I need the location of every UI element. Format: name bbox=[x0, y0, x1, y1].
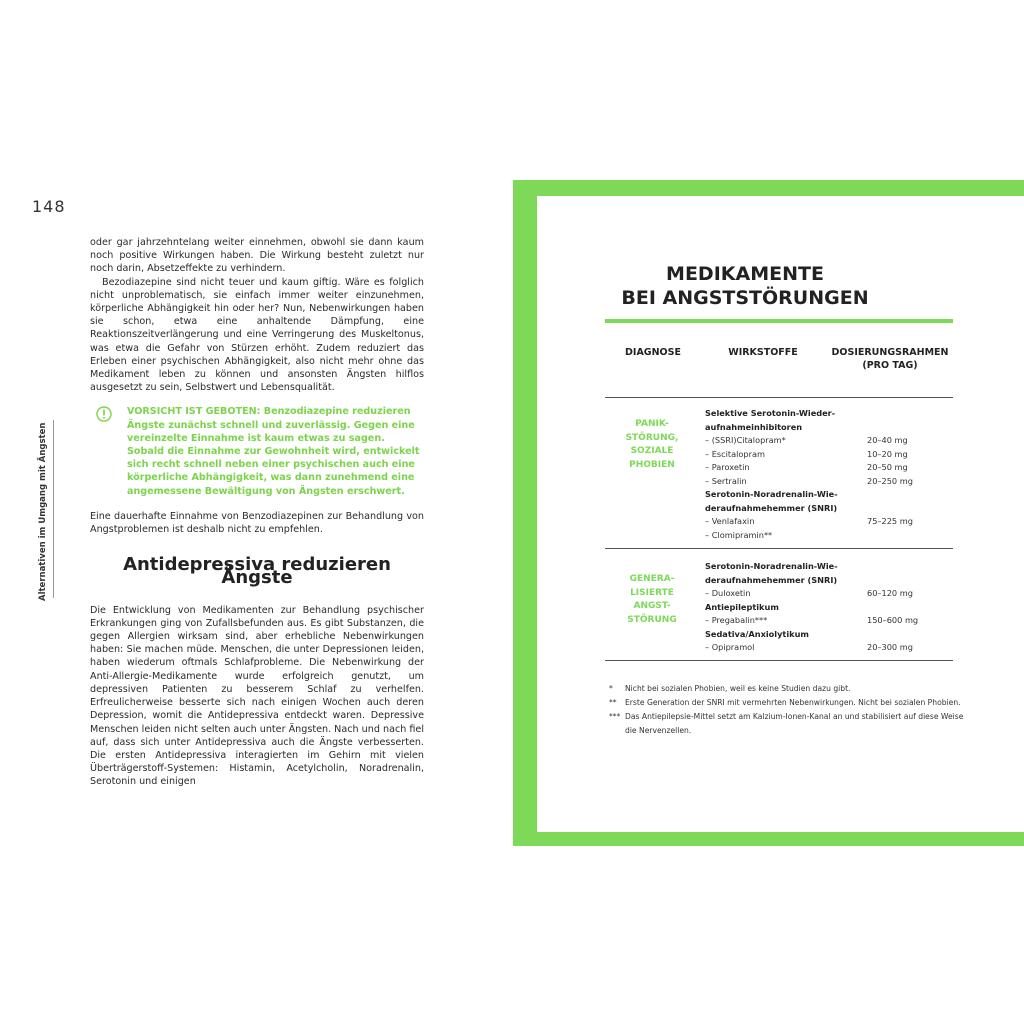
drug-name: – Opipramol bbox=[705, 642, 755, 652]
title-underline bbox=[605, 319, 953, 323]
header-dosis-line: DOSIERUNGSRAHMEN bbox=[831, 347, 949, 358]
table-rule bbox=[605, 548, 953, 549]
drug-class: Antiepileptikum bbox=[705, 601, 779, 612]
drug-class: deraufnahmehemmer (SNRI) bbox=[705, 502, 838, 513]
running-head-rule bbox=[53, 420, 54, 598]
page-number: 148 bbox=[32, 197, 66, 216]
paragraph: Bezodiazepine sind nicht teuer und kaum giftig. Wäre es folglich nicht unproblematisch, sie einfach immer weiter einzunehmen, körperliche Abhängigkeit hin oder her? Nun, Nebenwirkungen haben sie schon, etwa eine anhaltende Dämpfung, eine Reaktionszeitverlängerung und eine Verringerung des Muskeltonus, was etwa die Gefahr von Stürzen erhöht. Zudem reduziert das Erleben einer psychischen Abhängigkeit, also nicht mehr ohne das Medikament leben zu können und ansonsten Ängsten hilflos ausgesetzt zu sein, Selbstwert und Lebensqualität. bbox=[90, 276, 424, 394]
drug-name: – Sertralin bbox=[705, 475, 747, 486]
drug-name: – Escitalopram bbox=[705, 448, 765, 459]
text-column bbox=[90, 236, 424, 789]
diagnosis-line: SOZIALE bbox=[630, 446, 674, 456]
paragraph: Eine dauerhafte Einnahme von Benzodiazepinen zur Behandlung von Angstproblemen ist deshalb nicht zu empfehlen. bbox=[90, 510, 424, 536]
diagnosis-line: LISIERTE bbox=[630, 587, 674, 598]
drug-name: – Duloxetin bbox=[705, 588, 751, 598]
footnote-text: die Nervenzellen. bbox=[625, 726, 692, 735]
dose-range: 20–50 mg bbox=[867, 462, 908, 472]
dose-range: 150–600 mg bbox=[867, 615, 919, 625]
footnote-mark: * bbox=[609, 684, 613, 693]
drug-class: Serotonin-Noradrenalin-Wie- bbox=[705, 489, 838, 499]
dose-range: 10–20 mg bbox=[867, 448, 908, 459]
drug-class: Selektive Serotonin-Wieder- bbox=[705, 408, 836, 418]
drug-class: Serotonin-Noradrenalin-Wie- bbox=[705, 561, 838, 571]
header-dosis-line: (PRO TAG) bbox=[862, 360, 918, 371]
footnote-mark: ** bbox=[609, 698, 617, 707]
running-head: Alternativen im Umgang mit Ängsten bbox=[38, 422, 48, 601]
info-box bbox=[537, 196, 1024, 832]
box-title bbox=[537, 262, 953, 310]
diagnosis-line: PHOBIEN bbox=[629, 459, 675, 470]
section-heading: Antidepressiva reduzieren Ängste bbox=[123, 554, 391, 589]
diagnosis-line: GENERA- bbox=[629, 574, 675, 584]
header-dosis bbox=[827, 346, 953, 372]
diagnosis-line: STÖRUNG bbox=[627, 614, 677, 625]
dose-range: 20–40 mg bbox=[867, 435, 908, 445]
footnote-mark: *** bbox=[609, 712, 621, 721]
footnote-text: Erste Generation der SNRI mit vermehrten Nebenwirkungen. Nicht bei sozialen Phobien. bbox=[625, 698, 961, 707]
box-title-line: BEI ANGSTSTÖRUNGEN bbox=[621, 287, 869, 309]
drug-class: deraufnahmehemmer (SNRI) bbox=[705, 574, 838, 585]
box-title-line: MEDIKAMENTE bbox=[666, 263, 824, 285]
footnote-text: Das Antiepilepsie-Mittel setzt am Kalzium-Ionen-Kanal an und stabilisiert auf diese Weise bbox=[625, 712, 964, 721]
drug-name: – Pregabalin*** bbox=[705, 615, 768, 625]
dose-range: 20–300 mg bbox=[867, 642, 913, 652]
diagnosis-line: STÖRUNG, bbox=[625, 432, 679, 443]
diagnosis-label bbox=[607, 418, 697, 472]
dose-range: 60–120 mg bbox=[867, 588, 913, 598]
drug-name: – Paroxetin bbox=[705, 462, 750, 472]
drug-name: – (SSRI)Citalopram* bbox=[705, 435, 786, 445]
diagnosis-line: PANIK- bbox=[635, 419, 669, 429]
diagnosis-label bbox=[607, 573, 697, 627]
info-box-frame bbox=[513, 180, 1024, 846]
dose-range: 75–225 mg bbox=[867, 516, 913, 526]
header-diagnose: DIAGNOSE bbox=[625, 347, 681, 358]
drug-name: – Clomipramin** bbox=[705, 529, 773, 540]
header-wirkstoffe: WIRKSTOFFE bbox=[728, 347, 798, 358]
warning-text: VORSICHT IST GEBOTEN: Benzodiazepine reduzieren Ängste zunächst schnell und zuverlässig. Gegen eine vereinzelte Einnahme ist kaum etwas zu sagen. Sobald die Einnahme zur Gewohnheit wird, entwickelt sich recht schnell neben einer psychischen auch eine körperliche Abhängigkeit, was dann zunehmend eine angemessene Bewältigung von Ängsten erschwert. bbox=[127, 406, 420, 497]
drug-class: Sedativa/Anxiolytikum bbox=[705, 628, 809, 639]
table-rule bbox=[605, 397, 953, 398]
warning-callout bbox=[90, 405, 424, 497]
paragraph: Die Entwicklung von Medikamenten zur Behandlung psychischer Erkrankungen ging von Zufallsbefunden aus. Es gibt Substanzen, die gegen Allergien wirksam sind, aber erhebliche Nebenwirkungen haben: Sie machen müde. Menschen, die unter Depressionen leiden, haben wiederum oftmals Schlafprobleme. Die Nebenwirkung der Anti-Allergie-Medikamente wurde erfolgreich genutzt, um depressiven Patienten zu besserem Schlaf zu verhelfen. Erfreulicherweise besserte sich nach einigen Wochen auch deren Depression, womit die Antidepressiva entdeckt waren. Depressive Menschen leiden nicht selten auch unter Ängsten. Nach und nach fiel auf, dass sich unter Antidepressiva auch die Ängste verbesserten. Die ersten Antidepressiva interagierten im Gehirn mit vielen Überträgerstoff-Systemen: Histamin, Acetylcholin, Noradrenalin, Serotonin und einigen bbox=[90, 604, 424, 788]
drug-class: aufnahmeinhibitoren bbox=[705, 421, 803, 432]
table-rule bbox=[605, 660, 953, 661]
diagnosis-line: ANGST- bbox=[633, 601, 671, 611]
paragraph: oder gar jahrzehntelang weiter einnehmen, obwohl sie dann kaum noch positive Wirkungen haben. Die Wirkung besteht zuletzt nur noch darin, Absetzeffekte zu verhindern. bbox=[90, 237, 424, 275]
footnote-text: Nicht bei sozialen Phobien, weil es keine Studien dazu gibt. bbox=[625, 684, 851, 693]
exclamation-circle-icon bbox=[96, 406, 112, 422]
drug-name: – Venlafaxin bbox=[705, 516, 755, 526]
dose-range: 20–250 mg bbox=[867, 475, 913, 486]
